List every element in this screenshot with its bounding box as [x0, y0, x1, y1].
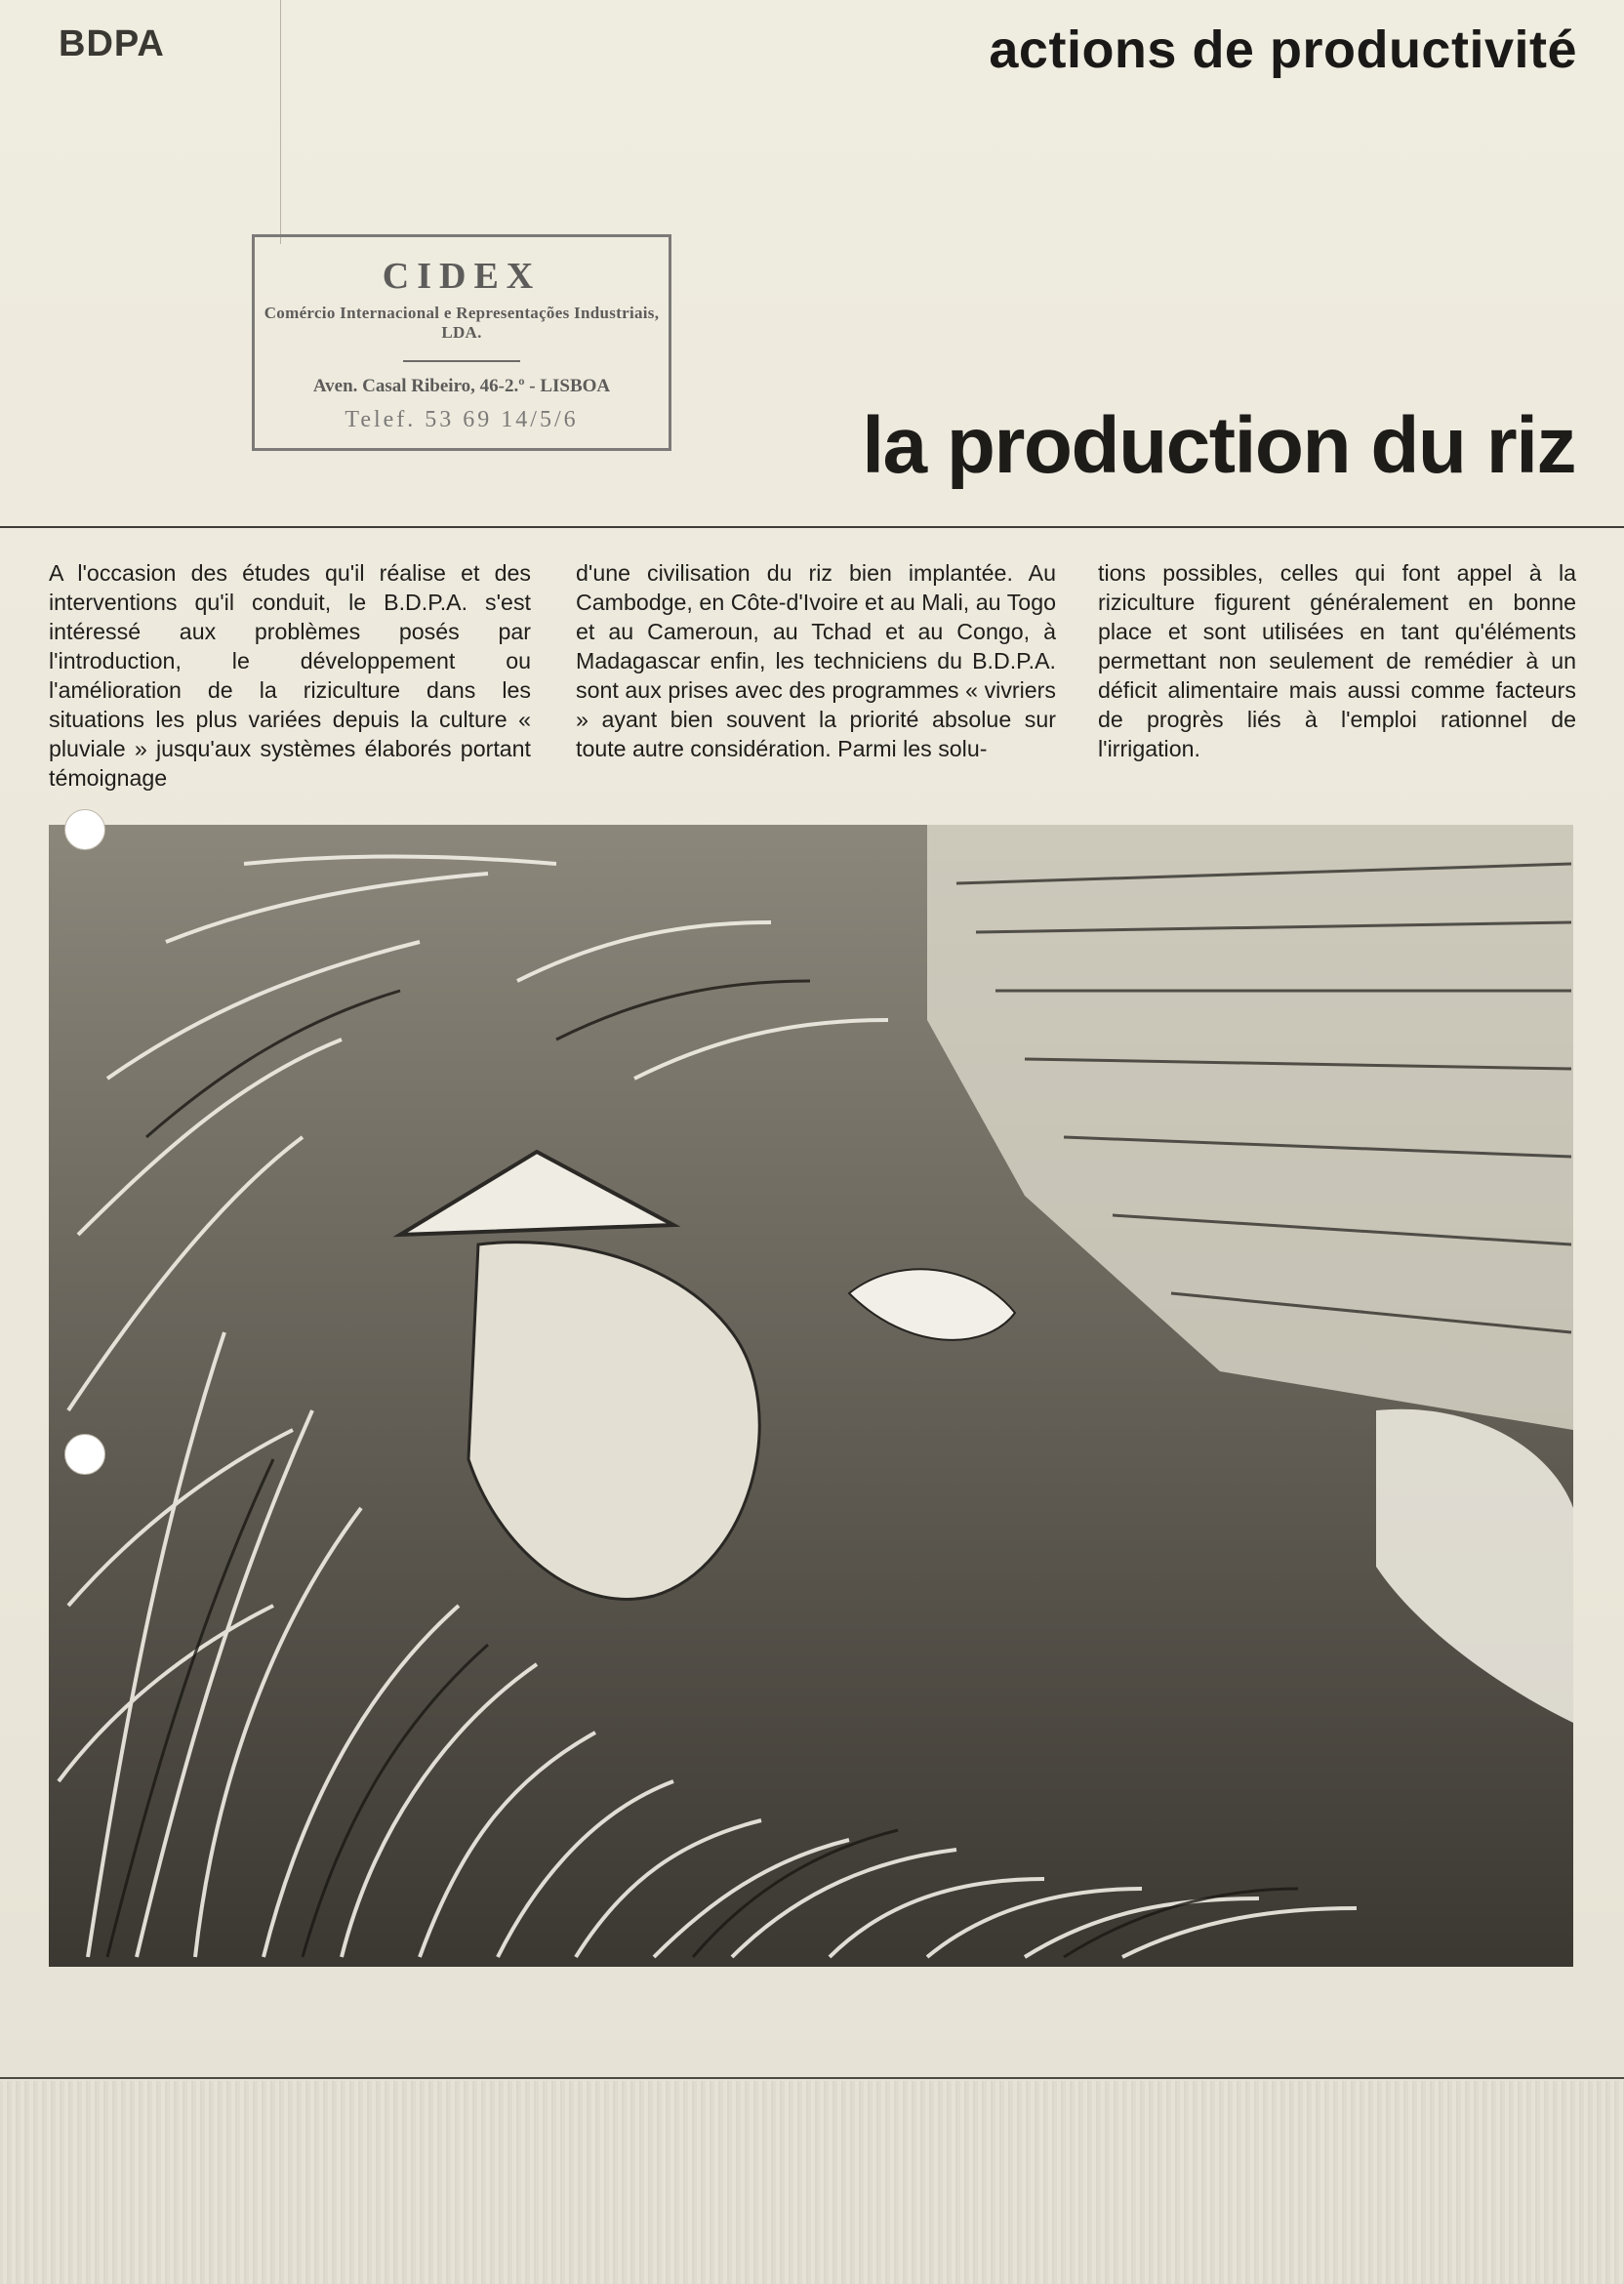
stamp-divider: [403, 360, 520, 362]
paragraph-2: d'une civilisation du riz bien implantée. Au Cambodge, en Côte-d'Ivoire et au Mali, au Togo et au Cameroun, au Tchad et au Congo, à Madagascar enfin, les techniciens du B.D.P.A. sont aux prises avec des programmes « vivriers » ayant bien souvent la priorité absolue sur toute autre considération. Parmi les solu-: [576, 560, 1056, 761]
top-rule: [0, 526, 1624, 528]
bottom-rule: [0, 2077, 1624, 2079]
vertical-divider: [280, 0, 281, 244]
punch-hole-top: [64, 809, 105, 850]
punch-hole-bottom: [64, 1434, 105, 1475]
section-title: actions de productivité: [989, 20, 1577, 79]
footer-band: [0, 2081, 1624, 2284]
stamp-address: Aven. Casal Ribeiro, 46-2.º - LISBOA: [312, 376, 611, 396]
paragraph-1: A l'occasion des études qu'il réalise et des interventions qu'il conduit, le B.D.P.A. s'est intéressé aux problèmes posés par l'introduction, le développement ou l'amélioration de la riziculture dans les situations les plus variées depuis la culture « pluviale » jusqu'aux systèmes élaborés portant témoignage: [49, 560, 531, 791]
stamp-company-name: CIDEX: [382, 256, 542, 297]
text-column-1: [49, 558, 531, 793]
page-headline: la production du riz: [862, 401, 1575, 490]
brand-logo: BDPA: [59, 23, 165, 64]
stamp-company-description: Comércio Internacional e Representações Industriais, LDA.: [264, 304, 660, 342]
rice-field-photo: [49, 825, 1573, 1967]
stamp-phone: Telef. 53 69 14/5/6: [345, 407, 579, 432]
paragraph-3: tions possibles, celles qui font appel à la riziculture figurent généralement en bonne place et sont utilisées en tant qu'éléments permettant non seulement de remédier à un déficit alimentaire mais aussi comme facteurs de progrès liés à l'emploi rationnel de l'irrigation.: [1098, 560, 1576, 761]
text-column-3: [1098, 558, 1576, 763]
text-column-2: [576, 558, 1056, 763]
cidex-stamp: [252, 234, 671, 451]
photo-illustration: [49, 825, 1573, 1967]
